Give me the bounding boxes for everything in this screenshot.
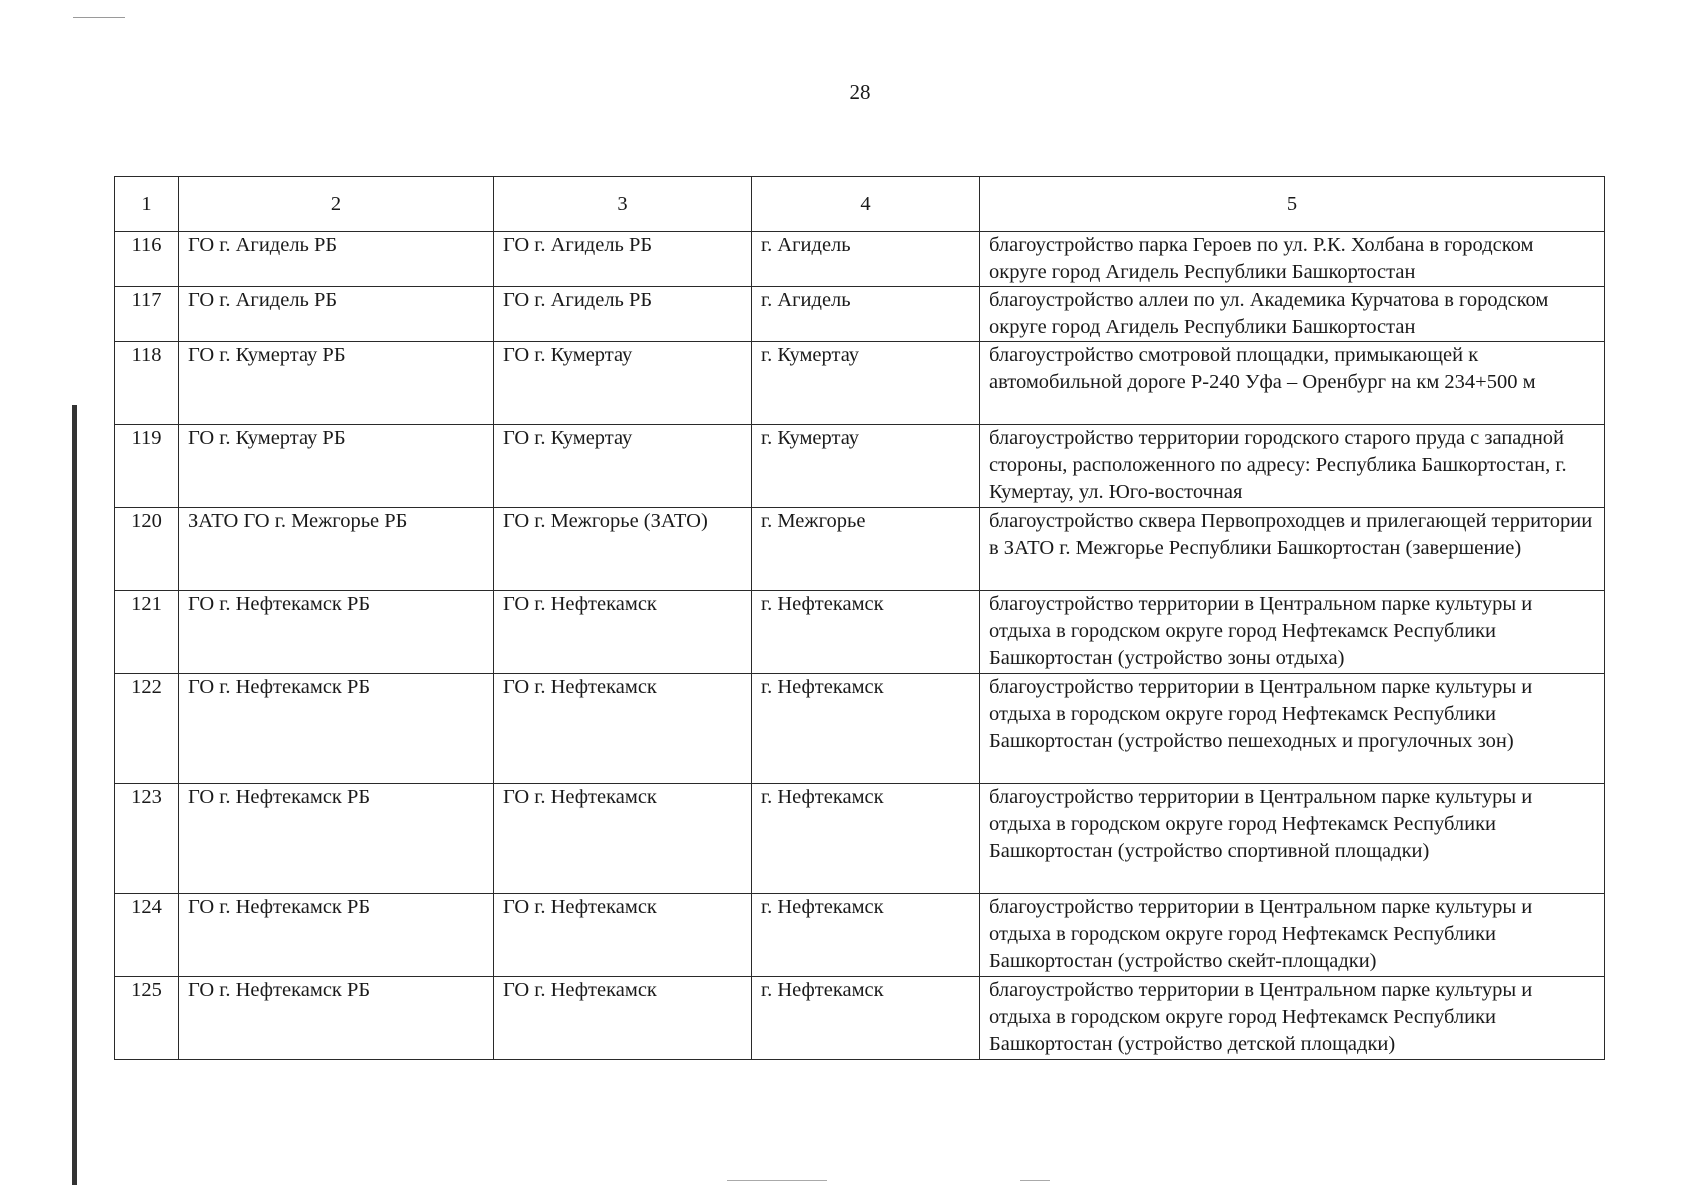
table-row bbox=[115, 894, 1605, 977]
table-header-row bbox=[115, 177, 1605, 232]
cell-col-3: ГО г. Агидель РБ bbox=[494, 287, 752, 342]
row-number: 120 bbox=[115, 508, 179, 591]
row-number: 123 bbox=[115, 784, 179, 894]
cell-col-3: ГО г. Нефтекамск bbox=[494, 591, 752, 674]
table-row bbox=[115, 977, 1605, 1060]
cell-col-5: благоустройство аллеи по ул. Академика Курчатова в городском округе город Агидель Республики Башкортостан bbox=[980, 287, 1605, 342]
column-header-2: 2 bbox=[179, 177, 494, 232]
cell-col-4: г. Нефтекамск bbox=[752, 591, 980, 674]
row-number: 121 bbox=[115, 591, 179, 674]
cell-col-4: г. Агидель bbox=[752, 287, 980, 342]
cell-col-5: благоустройство территории в Центральном парке культуры и отдыха в городском округе город Нефтекамск Республики Башкортостан (устройство пешеходных и прогулочных зон) bbox=[980, 674, 1605, 784]
table-row bbox=[115, 784, 1605, 894]
cell-col-3: ГО г. Нефтекамск bbox=[494, 894, 752, 977]
scan-artifact-bottom bbox=[727, 1180, 827, 1181]
cell-col-3: ГО г. Кумертау bbox=[494, 342, 752, 425]
scan-artifact-left-edge bbox=[72, 405, 77, 1185]
table-row bbox=[115, 287, 1605, 342]
column-header-1: 1 bbox=[115, 177, 179, 232]
column-header-5: 5 bbox=[980, 177, 1605, 232]
cell-col-2: ГО г. Нефтекамск РБ bbox=[179, 784, 494, 894]
cell-col-2: ГО г. Кумертау РБ bbox=[179, 425, 494, 508]
cell-col-3: ГО г. Кумертау bbox=[494, 425, 752, 508]
row-number: 116 bbox=[115, 232, 179, 287]
scan-artifact-bottom-2 bbox=[1020, 1180, 1050, 1181]
cell-col-4: г. Нефтекамск bbox=[752, 784, 980, 894]
cell-col-2: ГО г. Нефтекамск РБ bbox=[179, 674, 494, 784]
cell-col-5: благоустройство территории в Центральном парке культуры и отдыха в городском округе город Нефтекамск Республики Башкортостан (устройство зоны отдыха) bbox=[980, 591, 1605, 674]
cell-col-3: ГО г. Нефтекамск bbox=[494, 977, 752, 1060]
cell-col-5: благоустройство территории городского старого пруда с западной стороны, расположенного по адресу: Республика Башкортостан, г. Кумертау, ул. Юго-восточная bbox=[980, 425, 1605, 508]
page-number: 28 bbox=[849, 80, 871, 104]
cell-col-3: ГО г. Нефтекамск bbox=[494, 784, 752, 894]
row-number: 117 bbox=[115, 287, 179, 342]
cell-col-3: ГО г. Агидель РБ bbox=[494, 232, 752, 287]
row-number: 125 bbox=[115, 977, 179, 1060]
cell-col-5: благоустройство территории в Центральном парке культуры и отдыха в городском округе город Нефтекамск Республики Башкортостан (устройство скейт-площадки) bbox=[980, 894, 1605, 977]
table-row bbox=[115, 425, 1605, 508]
cell-col-2: ЗАТО ГО г. Межгорье РБ bbox=[179, 508, 494, 591]
cell-col-4: г. Кумертау bbox=[752, 425, 980, 508]
cell-col-4: г. Межгорье bbox=[752, 508, 980, 591]
cell-col-5: благоустройство смотровой площадки, примыкающей к автомобильной дороге Р-240 Уфа – Оренбург на км 234+500 м bbox=[980, 342, 1605, 425]
table-row bbox=[115, 342, 1605, 425]
table-row bbox=[115, 232, 1605, 287]
cell-col-2: ГО г. Нефтекамск РБ bbox=[179, 977, 494, 1060]
cell-col-4: г. Кумертау bbox=[752, 342, 980, 425]
cell-col-2: ГО г. Агидель РБ bbox=[179, 232, 494, 287]
cell-col-5: благоустройство парка Героев по ул. Р.К. Холбана в городском округе город Агидель Республики Башкортостан bbox=[980, 232, 1605, 287]
row-number: 118 bbox=[115, 342, 179, 425]
column-header-3: 3 bbox=[494, 177, 752, 232]
scan-artifact-top bbox=[73, 17, 125, 18]
cell-col-4: г. Нефтекамск bbox=[752, 977, 980, 1060]
table-row bbox=[115, 508, 1605, 591]
cell-col-2: ГО г. Агидель РБ bbox=[179, 287, 494, 342]
document-table bbox=[114, 176, 1605, 1060]
table-row bbox=[115, 674, 1605, 784]
column-header-4: 4 bbox=[752, 177, 980, 232]
cell-col-5: благоустройство территории в Центральном парке культуры и отдыха в городском округе город Нефтекамск Республики Башкортостан (устройство спортивной площадки) bbox=[980, 784, 1605, 894]
cell-col-4: г. Агидель bbox=[752, 232, 980, 287]
cell-col-2: ГО г. Нефтекамск РБ bbox=[179, 894, 494, 977]
cell-col-3: ГО г. Межгорье (ЗАТО) bbox=[494, 508, 752, 591]
row-number: 122 bbox=[115, 674, 179, 784]
table-row bbox=[115, 591, 1605, 674]
cell-col-2: ГО г. Кумертау РБ bbox=[179, 342, 494, 425]
cell-col-3: ГО г. Нефтекамск bbox=[494, 674, 752, 784]
cell-col-5: благоустройство территории в Центральном парке культуры и отдыха в городском округе город Нефтекамск Республики Башкортостан (устройство детской площадки) bbox=[980, 977, 1605, 1060]
row-number: 119 bbox=[115, 425, 179, 508]
cell-col-4: г. Нефтекамск bbox=[752, 894, 980, 977]
row-number: 124 bbox=[115, 894, 179, 977]
document-table-container bbox=[114, 176, 1604, 1060]
cell-col-4: г. Нефтекамск bbox=[752, 674, 980, 784]
cell-col-5: благоустройство сквера Первопроходцев и прилегающей территории в ЗАТО г. Межгорье Республики Башкортостан (завершение) bbox=[980, 508, 1605, 591]
cell-col-2: ГО г. Нефтекамск РБ bbox=[179, 591, 494, 674]
